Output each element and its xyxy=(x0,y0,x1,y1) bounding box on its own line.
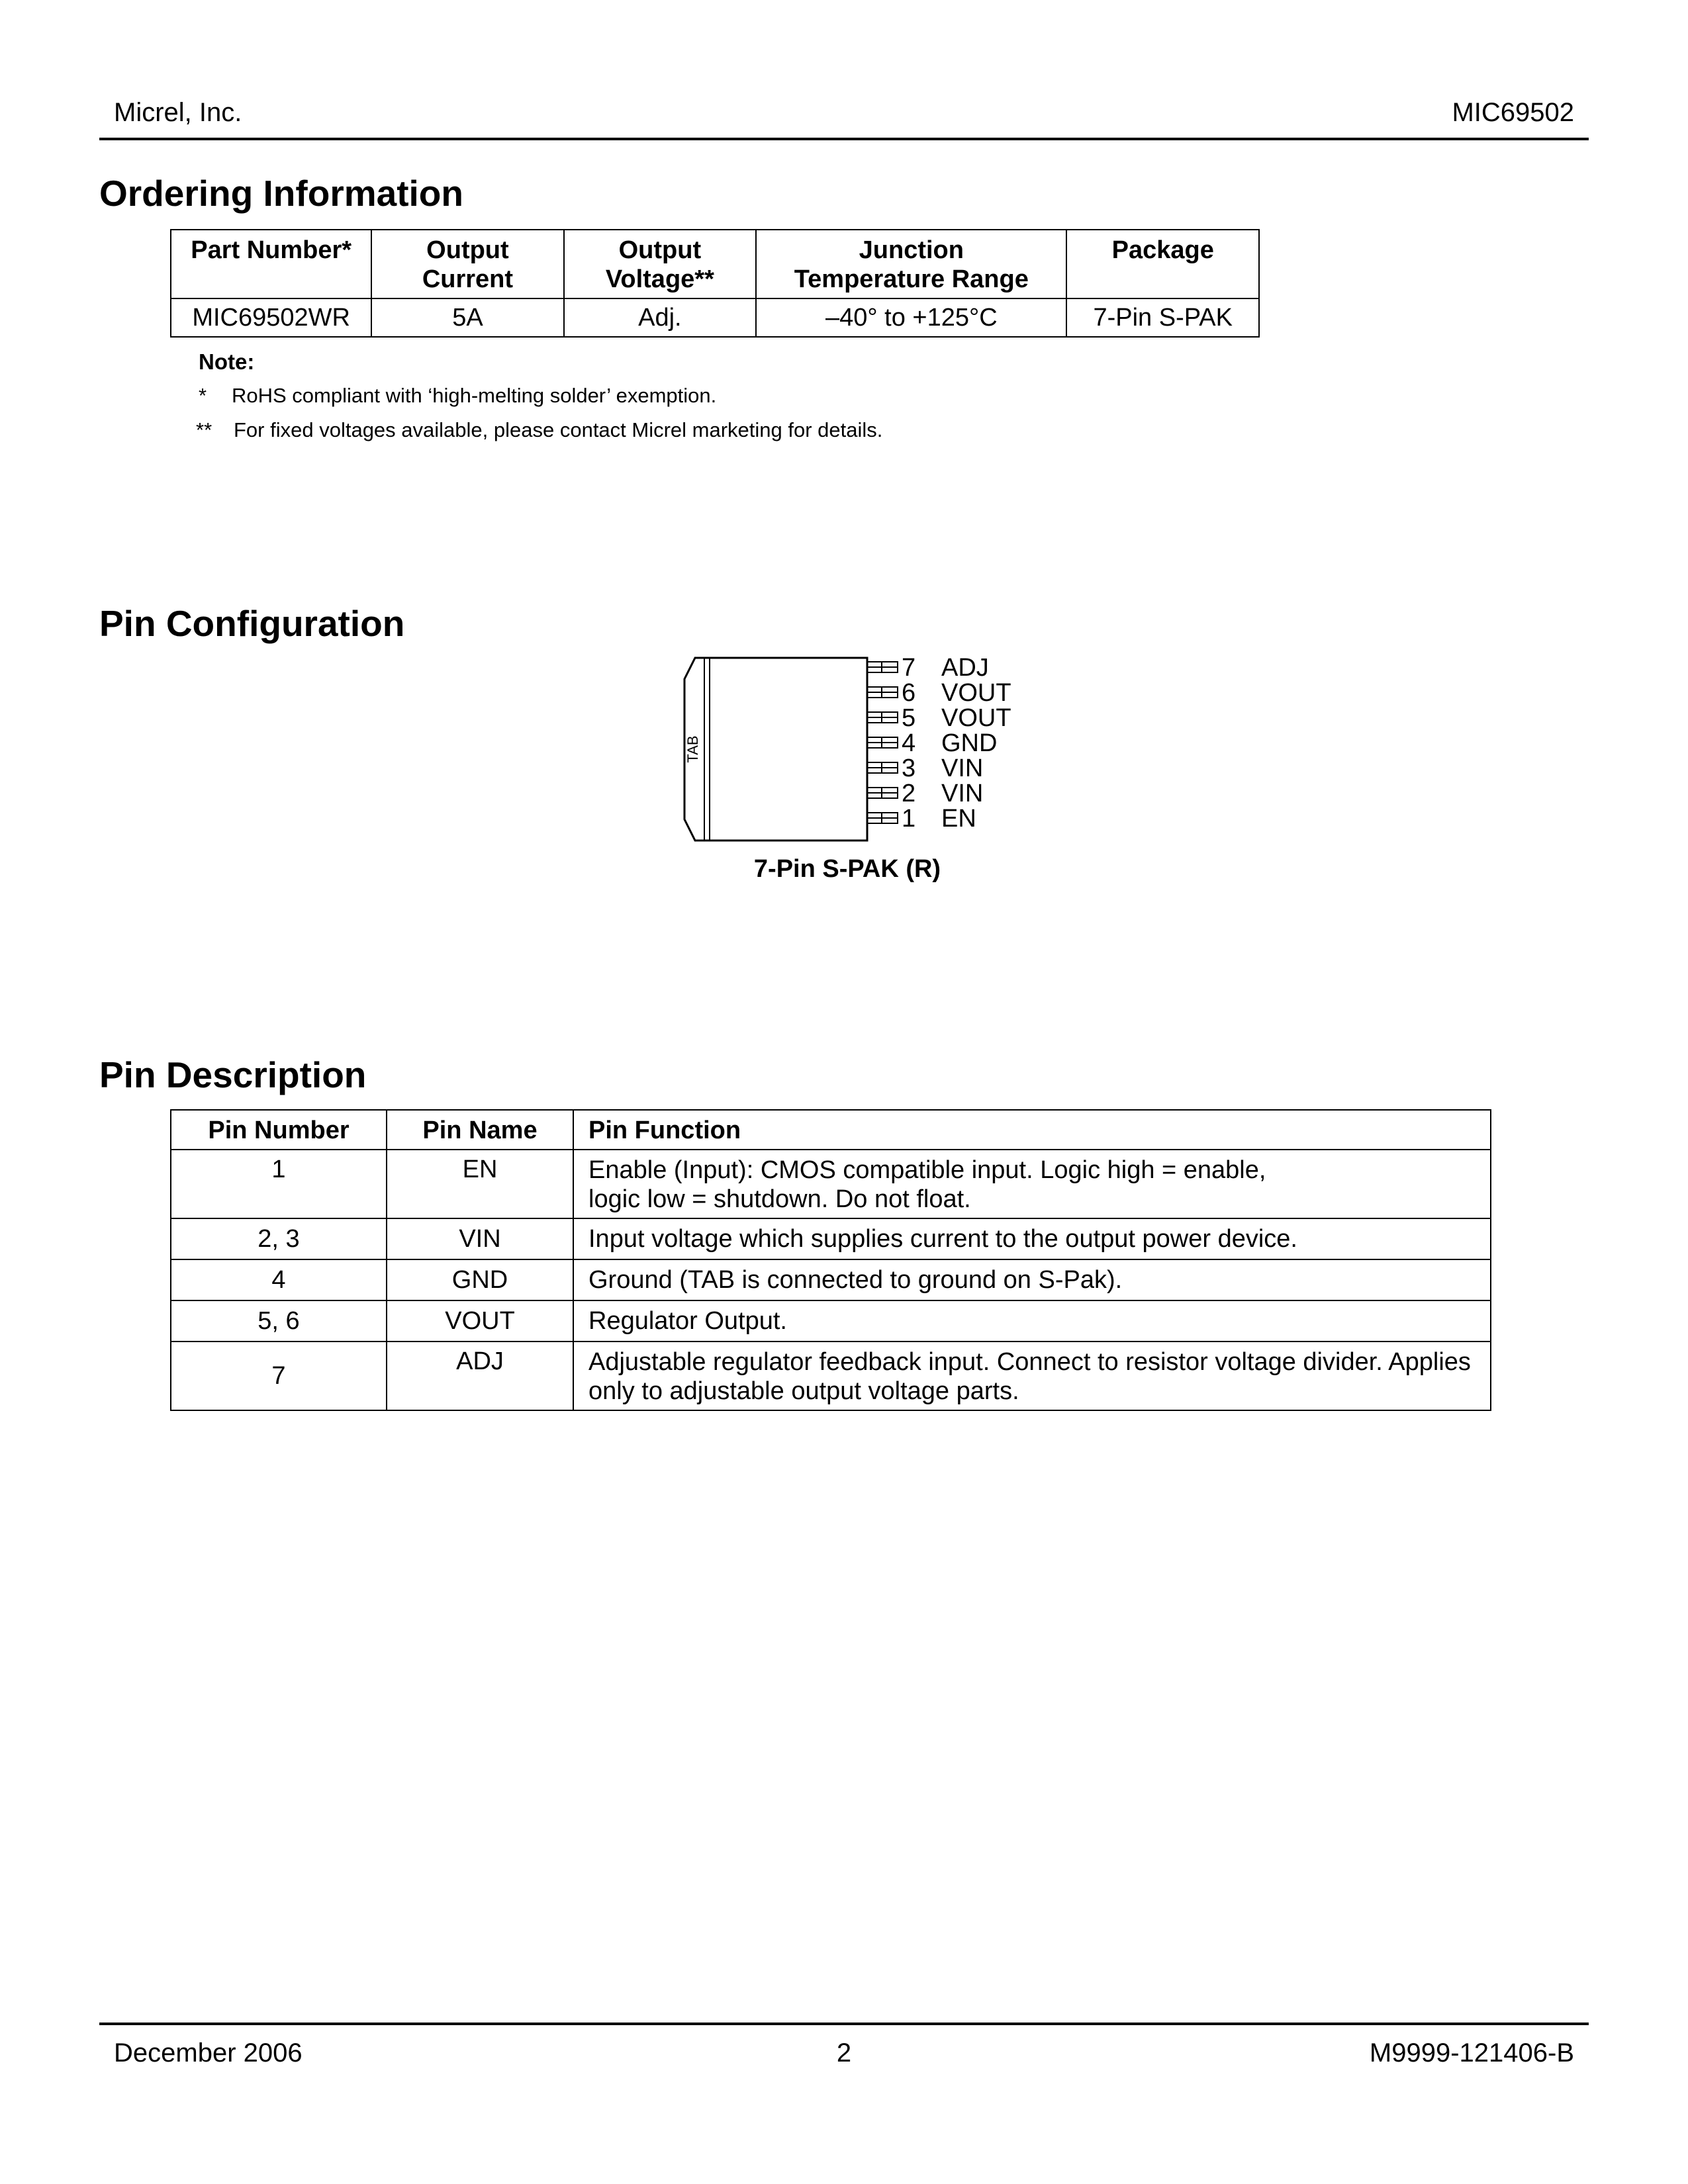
table-row xyxy=(171,1342,1491,1410)
pin-desc-number: 5, 6 xyxy=(171,1300,387,1342)
pin-name-2: VIN xyxy=(941,780,984,807)
ordering-col-package: Package xyxy=(1066,230,1259,298)
pin-desc-name: GND xyxy=(387,1259,573,1300)
ordering-col-output-current: Output Current xyxy=(371,230,563,298)
footer-date: December 2006 xyxy=(114,2038,303,2068)
ordering-cell-voltage: Adj. xyxy=(564,298,757,337)
table-row xyxy=(171,1218,1491,1259)
pin-desc-title: Pin Description xyxy=(99,1054,367,1095)
pin-desc-number: 2, 3 xyxy=(171,1218,387,1259)
pin-name-6: VOUT xyxy=(941,679,1011,707)
table-row xyxy=(171,1300,1491,1342)
table-row xyxy=(171,298,1259,337)
ordering-header-row xyxy=(171,230,1259,298)
pin-number-4: 4 xyxy=(902,729,916,757)
pin-lead-2 xyxy=(867,788,898,798)
table-row xyxy=(171,1150,1491,1218)
pin-name-7: ADJ xyxy=(941,654,989,682)
pin-leads xyxy=(867,662,898,823)
pin-lead-3 xyxy=(867,762,898,773)
ordering-note-label: Note: xyxy=(199,349,255,374)
pin-lead-4 xyxy=(867,737,898,748)
pin-desc-name: VOUT xyxy=(387,1300,573,1342)
pin-name-5: VOUT xyxy=(941,704,1011,732)
pin-name-4: GND xyxy=(941,729,998,757)
pin-config-caption: 7-Pin S-PAK (R) xyxy=(753,855,941,883)
ordering-table xyxy=(170,229,1260,338)
tab-label: TAB xyxy=(684,735,701,763)
pin-name-3: VIN xyxy=(941,754,984,782)
pin-desc-name: EN xyxy=(387,1150,573,1218)
pin-lead-5 xyxy=(867,712,898,723)
pin-desc-number: 7 xyxy=(171,1342,387,1410)
ordering-note-mark-1: * xyxy=(199,384,207,407)
pin-number-2: 2 xyxy=(902,780,916,807)
pin-desc-table xyxy=(170,1109,1491,1411)
ordering-cell-part: MIC69502WR xyxy=(171,298,371,337)
pin-lead-7 xyxy=(867,662,898,672)
header-company: Micrel, Inc. xyxy=(114,98,242,127)
pin-name-1: EN xyxy=(941,805,976,833)
pin-config-title: Pin Configuration xyxy=(99,603,405,644)
pin-lead-6 xyxy=(867,687,898,698)
spak-package-diagram xyxy=(669,649,900,847)
pin-desc-number: 4 xyxy=(171,1259,387,1300)
ordering-cell-current: 5A xyxy=(371,298,563,337)
ordering-note-text-1: RoHS compliant with ‘high-melting solder’ exemption. xyxy=(232,384,717,407)
header-rule xyxy=(99,138,1589,140)
pin-desc-name: ADJ xyxy=(387,1342,573,1410)
ordering-cell-temp: –40° to +125°C xyxy=(756,298,1066,337)
ordering-note-mark-2: ** xyxy=(196,418,212,441)
pin-desc-header-row xyxy=(171,1110,1491,1150)
pin-desc-function: Enable (Input): CMOS compatible input. Logic high = enable, logic low = shutdown. Do not float. xyxy=(573,1150,1491,1218)
ordering-col-temp-range: Junction Temperature Range xyxy=(756,230,1066,298)
ordering-col-output-voltage: Output Voltage** xyxy=(564,230,757,298)
pin-desc-function: Regulator Output. xyxy=(573,1300,1491,1342)
pin-desc-col-name: Pin Name xyxy=(387,1110,573,1150)
ordering-col-part-number: Part Number* xyxy=(171,230,371,298)
pin-desc-col-number: Pin Number xyxy=(171,1110,387,1150)
pin-number-1: 1 xyxy=(902,805,916,833)
ordering-title: Ordering Information xyxy=(99,173,463,214)
pin-desc-col-function: Pin Function xyxy=(573,1110,1491,1150)
pin-desc-function: Adjustable regulator feedback input. Connect to resistor voltage divider. Applies only to adjustable output voltage parts. xyxy=(573,1342,1491,1410)
footer-doc-number: M9999-121406-B xyxy=(1369,2038,1574,2068)
pin-desc-function: Ground (TAB is connected to ground on S-Pak). xyxy=(573,1259,1491,1300)
table-row xyxy=(171,1259,1491,1300)
ordering-note-text-2: For fixed voltages available, please contact Micrel marketing for details. xyxy=(234,418,883,441)
pin-number-7: 7 xyxy=(902,654,916,682)
pin-number-6: 6 xyxy=(902,679,916,707)
pin-lead-1 xyxy=(867,813,898,823)
pin-desc-number: 1 xyxy=(171,1150,387,1218)
pin-desc-name: VIN xyxy=(387,1218,573,1259)
package-outline xyxy=(684,658,867,841)
header-part-number: MIC69502 xyxy=(1452,98,1574,127)
pin-number-3: 3 xyxy=(902,754,916,782)
ordering-cell-package: 7-Pin S-PAK xyxy=(1066,298,1259,337)
pin-number-5: 5 xyxy=(902,704,916,732)
footer-page-number: 2 xyxy=(836,2038,852,2068)
pin-desc-function: Input voltage which supplies current to the output power device. xyxy=(573,1218,1491,1259)
footer-rule xyxy=(99,2023,1589,2025)
